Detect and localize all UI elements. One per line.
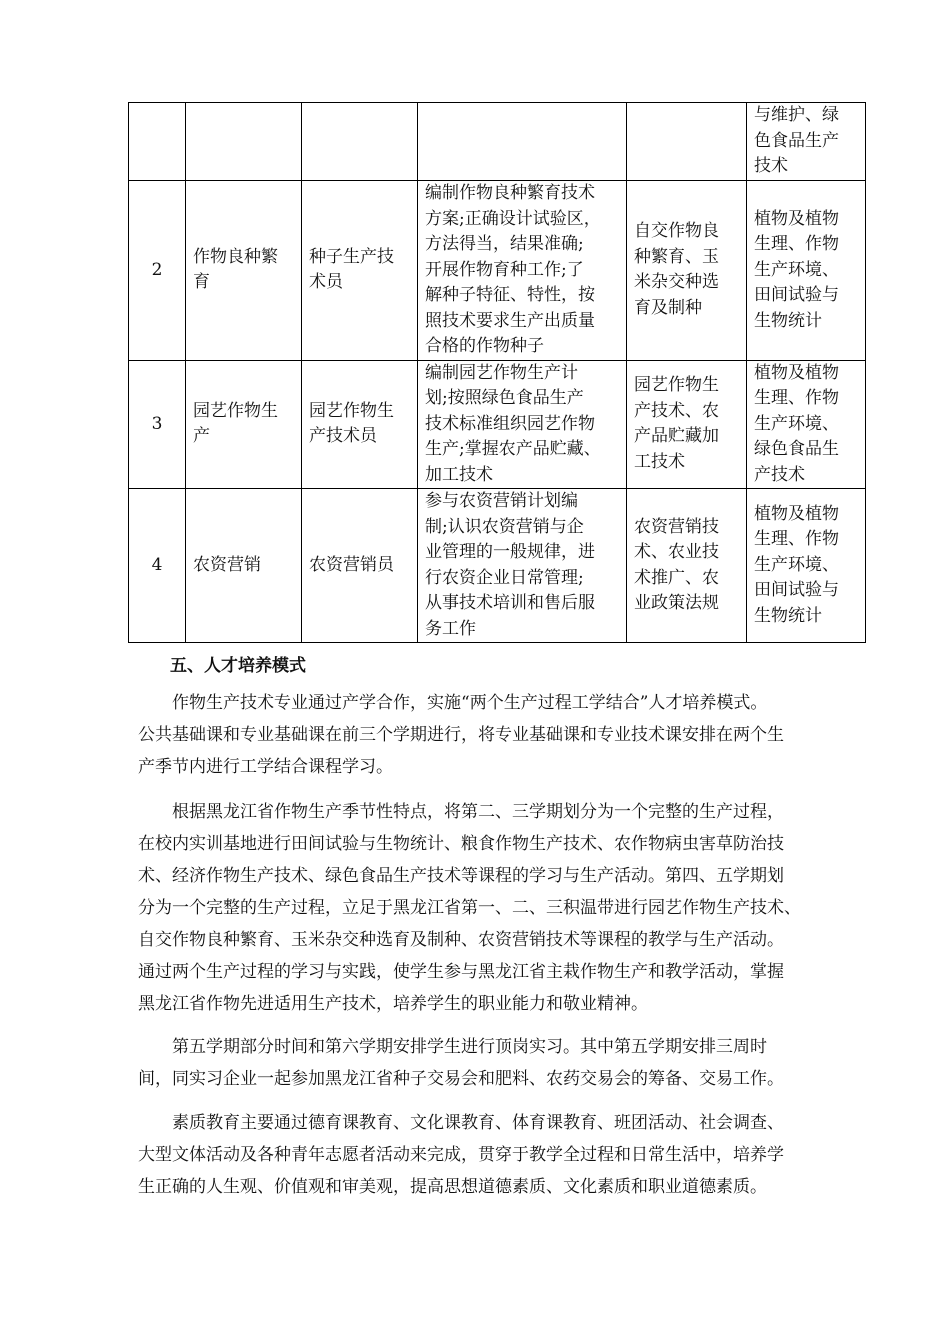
cell-position — [302, 489, 418, 643]
text-line: 自交作物良种繁育、玉米杂交种选育及制种、农资营销技术等课程的教学与生产活动。 — [138, 930, 784, 950]
text-line: 编制园艺作物生产计 — [425, 362, 578, 383]
cell-course — [186, 181, 302, 361]
curriculum-table — [128, 102, 866, 643]
text-line: 自交作物良 — [634, 221, 719, 242]
table-row-continuation — [129, 103, 866, 181]
text-line: 产技术、农 — [634, 400, 719, 421]
text-line: 术推广、农 — [634, 567, 719, 588]
text-line: 大型文体活动及各种青年志愿者活动来完成，贯穿于教学全过程和日常生活中，培养学 — [138, 1145, 784, 1165]
cell-ability — [418, 360, 627, 489]
text-line: 产 — [193, 426, 210, 447]
text-line: 务工作 — [425, 618, 476, 639]
text-line: 田间试验与 — [754, 580, 839, 601]
cell-core-courses — [627, 489, 747, 643]
cell-core-courses — [627, 103, 747, 181]
text-line: 田间试验与 — [754, 285, 839, 305]
cell-support-courses — [747, 489, 866, 643]
cell-support-courses — [747, 103, 866, 181]
text-line: 生物统计 — [754, 310, 822, 331]
text-line: 农资营销员 — [309, 554, 394, 575]
text-line: 业政策法规 — [634, 593, 719, 613]
text-line: 生正确的人生观、价值观和审美观，提高思想道德素质、文化素质和职业道德素质。 — [138, 1177, 767, 1197]
row-number: 4 — [129, 489, 186, 643]
row-number — [129, 103, 186, 181]
text-line: 在校内实训基地进行田间试验与生物统计、粮食作物生产技术、农作物病虫害草防治技 — [138, 834, 784, 854]
text-line: 产品贮藏加 — [634, 426, 719, 447]
text-line: 行农资企业日常管理; — [425, 567, 584, 588]
text-line: 术、农业技 — [634, 542, 719, 562]
text-line: 生物统计 — [754, 605, 822, 626]
text-line: 制;认识农资营销与企 — [425, 516, 584, 537]
text-line: 植物及植物 — [754, 208, 839, 229]
section-heading: 五、人才培养模式 — [170, 656, 306, 676]
text-line: 从事技术培训和售后服 — [425, 593, 595, 613]
paragraph — [138, 1107, 866, 1203]
cell-ability — [418, 489, 627, 643]
text-line: 作物生产技术专业通过产学合作，实施“两个生产过程工学结合”人才培养模式。 — [172, 693, 768, 713]
text-line: 绿色食品生 — [754, 439, 839, 459]
paragraph — [138, 1031, 866, 1095]
text-line: 根据黑龙江省作物生产季节性特点，将第二、三学期划分为一个完整的生产过程， — [172, 802, 784, 822]
text-line: 公共基础课和专业基础课在前三个学期进行，将专业基础课和专业技术课安排在两个生 — [138, 725, 784, 745]
cell-position — [302, 181, 418, 361]
text-line: 技术标准组织园艺作物 — [425, 413, 595, 434]
text-line: 农资营销 — [193, 554, 261, 575]
text-line: 植物及植物 — [754, 503, 839, 524]
text-line: 作物良种繁 — [193, 246, 278, 267]
text-line: 分为一个完整的生产过程，立足于黑龙江省第一、二、三积温带进行园艺作物生产技术、 — [138, 898, 801, 918]
text-line: 参与农资营销计划编 — [425, 491, 578, 511]
cell-support-courses — [747, 360, 866, 489]
cell-support-courses — [747, 181, 866, 361]
cell-ability — [418, 181, 627, 361]
text-line: 种子生产技 — [309, 246, 394, 267]
row-number: 3 — [129, 360, 186, 489]
text-line: 生产环境、 — [754, 554, 839, 575]
paragraph — [138, 687, 866, 783]
cell-course — [186, 489, 302, 643]
table-row — [129, 181, 866, 361]
text-line: 照技术要求生产出质量 — [425, 310, 595, 331]
text-line: 素质教育主要通过德育课教育、文化课教育、体育课教育、班团活动、社会调查、 — [172, 1113, 784, 1133]
text-line: 加工技术 — [425, 464, 493, 485]
cell-core-courses — [627, 360, 747, 489]
text-line: 园艺作物生 — [634, 375, 719, 396]
text-line: 园艺作物生 — [309, 400, 394, 421]
row-number: 2 — [129, 181, 186, 361]
text-line: 业管理的一般规律，进 — [425, 542, 595, 562]
text-line: 产季节内进行工学结合课程学习。 — [138, 757, 393, 777]
cell-course — [186, 103, 302, 181]
table-row — [129, 489, 866, 643]
text-line: 第五学期部分时间和第六学期安排学生进行顶岗实习。其中第五学期安排三周时 — [172, 1037, 767, 1057]
text-line: 生产环境、 — [754, 413, 839, 434]
cell-core-courses — [627, 181, 747, 361]
text-line: 园艺作物生 — [193, 400, 278, 421]
text-line: 与维护、绿 — [754, 105, 839, 125]
text-line: 开展作物育种工作;了 — [425, 259, 584, 280]
text-line: 方案;正确设计试验区， — [425, 208, 601, 229]
paragraph — [138, 796, 866, 1020]
text-line: 生理、作物 — [754, 388, 839, 408]
cell-course — [186, 360, 302, 489]
text-line: 划;按照绿色食品生产 — [425, 388, 584, 408]
text-line: 编制作物良种繁育技术 — [425, 183, 595, 203]
text-line: 黑龙江省作物先进适用生产技术，培养学生的职业能力和敬业精神。 — [138, 994, 648, 1014]
text-line: 生产;掌握农产品贮藏、 — [425, 439, 601, 459]
text-line: 技术 — [754, 156, 788, 176]
text-line: 通过两个生产过程的学习与实践，使学生参与黑龙江省主栽作物生产和教学活动，掌握 — [138, 962, 784, 982]
text-line: 色食品生产 — [754, 130, 839, 151]
text-line: 育 — [193, 272, 210, 293]
text-line: 术、经济作物生产技术、绿色食品生产技术等课程的学习与生产活动。第四、五学期划 — [138, 866, 784, 886]
text-line: 种繁育、玉 — [634, 246, 719, 267]
cell-position — [302, 103, 418, 181]
text-line: 生理、作物 — [754, 529, 839, 550]
text-line: 术员 — [309, 272, 343, 293]
text-line: 方法得当，结果准确; — [425, 234, 584, 254]
text-line: 合格的作物种子 — [425, 336, 544, 356]
text-line: 解种子特征、特性，按 — [425, 285, 595, 305]
text-line: 产技术 — [754, 464, 805, 485]
text-line: 植物及植物 — [754, 362, 839, 383]
text-line: 农资营销技 — [634, 516, 719, 537]
text-line: 产技术员 — [309, 426, 377, 447]
cell-ability — [418, 103, 627, 181]
text-line: 米杂交种选 — [634, 272, 719, 293]
text-line: 育及制种 — [634, 297, 702, 318]
text-line: 生产环境、 — [754, 259, 839, 280]
text-line: 生理、作物 — [754, 234, 839, 254]
text-line: 间，同实习企业一起参加黑龙江省种子交易会和肥料、农药交易会的筹备、交易工作。 — [138, 1069, 784, 1089]
text-line: 工技术 — [634, 451, 685, 472]
cell-position — [302, 360, 418, 489]
table-row — [129, 360, 866, 489]
